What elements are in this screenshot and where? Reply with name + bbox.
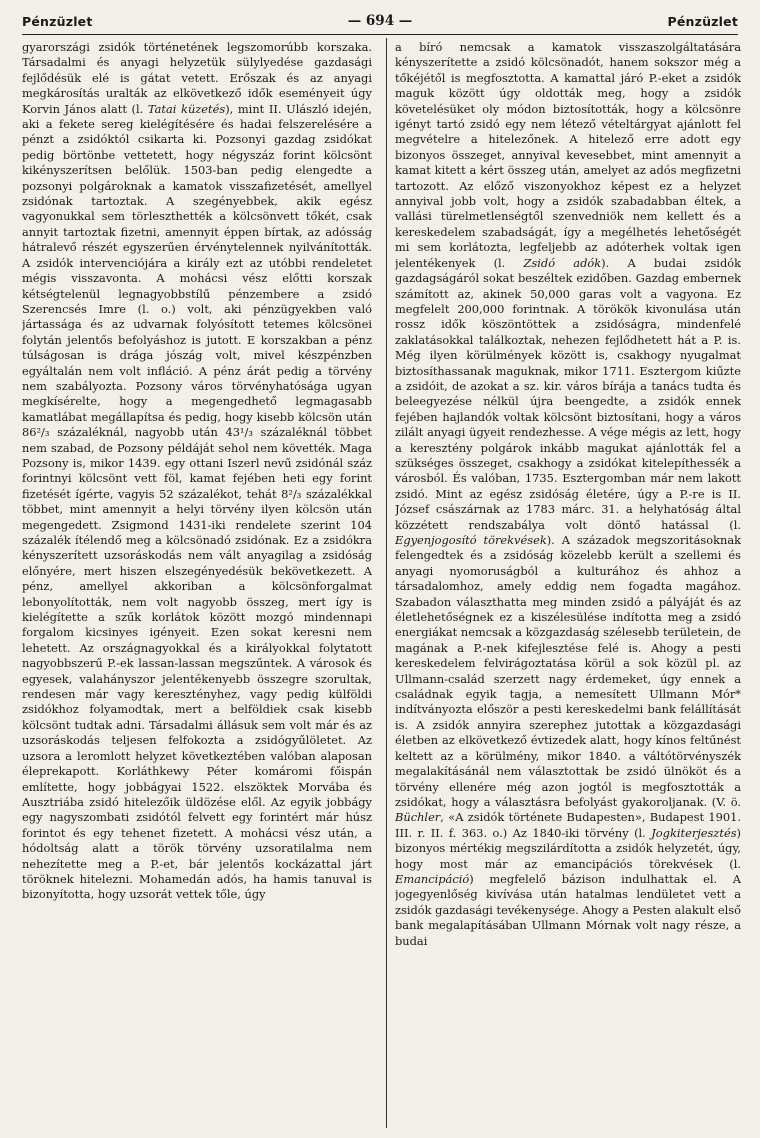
right-text-3: ). A századok megszoritásoknak felengedtek és a zsidóság közelebb került a szellemi és anyagi nyomoruságból a kulturához és ahhoz a társadalomhoz, amely eddig nem fogadta magához. Szabadon választhatta meg minden zsidó a pályáját és az életlehetőségnek ez a kiszélesülése indította meg a zsidó energiákat nemcsak a közgazdaság szélesebb területein, de magának a P.-nek kifejlesztése felé is. Ahogy a pesti kereskedelem felvirágoztatása körül a sok közül pl. az Ullmann-család szerzett nagy érdemeket, úgy ennek a családnak egyik tagja, a nemesített Ullmann Mór* indítványozta először a pesti kereskedelmi bank felállítását is. A zsidók annyira szerephez jutottak a közgazdasági életben az elkövetkező évtizedek alatt, hogy kínos feltűnést keltett az a körülmény, mikor 1840. a váltótörvényszék megalakításánál nem választottak be zsidó ülnököt és a törvény ellenére még azon jogtól is megfosztották a zsidókat, hogy a választásra befolyást gyakoroljanak. (V. ö. xyxy=(395,533,741,809)
right-text-1: a bíró nemcsak a kamatok visszaszolgáltatására kényszerítette a zsidó kölcsönadót, hanem sokszor még a tőkéjétől is megfosztotta. A kamattal járó P.-eket a zsidók maguk között úgy oldották meg, hogy a zsidók követelésüket oly módon biztosították, hogy a kölcsönre igényt tartó zsidó egy nem létező vételtárgyat ajánlott fel megvételre a hitelezőnek. A hitelező erre adott egy bizonyos összeget, annyival kevesebbet, mint amennyit a kamat kitett a kért összeg után, amelyet az adós megfizetni tartozott. Az előző viszonyokhoz képest ez a helyzet annyival jobb volt, hogy a zsidók szabadabban éltek, a vallási türelmetlenségtől szenvedniök nem kellett és a kereskedelem szabadságát, így a megélhetés lehetőségét mi sem korlátozta, legfeljebb az adóterhek voltak igen jelentékenyek (l. xyxy=(395,40,741,270)
header-left-keyword: Pénzüzlet xyxy=(22,13,93,29)
header-rule xyxy=(22,34,738,35)
left-text-1: gyarországi zsidók történetének legszomorúbb korszaka. Társadalmi és anyagi helyzetük sülylyedése gazdasági fejlődésük elé is gátat vetett. Erőszak és az anyagi megkárosítás uralták az elkövetkező idők eseményeit úgy Korvin János alatt (l. xyxy=(22,40,372,116)
author-reference: Büchler xyxy=(395,810,441,825)
right-paragraph xyxy=(395,40,741,949)
right-column xyxy=(395,40,741,1130)
header-right-keyword: Pénzüzlet xyxy=(667,13,738,29)
cross-reference-link[interactable]: Emancipáció xyxy=(395,871,470,886)
right-text-6: ) megfelelő bázison indulhattak el. A jogegyenlőség kivívása után hatalmas lendületet vett a zsidók gazdasági tevékenysége. Ahogy a Pesten alakult első bank megalapításában Ullmann Mórnak volt nagy része, a budai xyxy=(395,871,741,948)
right-text-5: ) bizonyos mértékig megszilárdította a zsidók helyzetét, úgy, hogy most már az emancipációs törekvések (l. xyxy=(395,825,741,871)
page-number: — 694 — xyxy=(347,13,413,29)
left-text-2: ), mint II. Ulászló idején, aki a fekete sereg kielégítésére és hadai felszerelésére a pénzt a zsidóktól csikarta ki. Pozsonyi gazdag zsidókat pedig börtönbe vettetett, hogy négyszáz forint kölcsönt kikényszerítsen belőlük. 1503-ban pedig elengedte a pozsonyi polgároknak a kamatok visszafizetését, amellyel zsidónak tartoztak. A szegényebbek, akik egész vagyonukkal sem törleszthették a kölcsönvett tőkét, csak annyit tartoztak fizetni, amennyit éppen bírtak, az adósság hátralevő részét egyszerűen érvénytelennek nyilvánították. A zsidók intervenciójára a király ezt az utóbbi rendeletet mégis visszavonta. A mohácsi vész előtti korszak kétségtelenül legnagyobbstílű pénzembere a zsidó Szerencsés Imre (l. o.) volt, aki pénzügyekben való jártassága és az udvarnak folyósított tetemes kölcsönei folytán jelentős befolyáshoz is jutott. E korszakban a pénz túlságosan is drága jószág volt, mivel készpénzben egyáltalán nem volt infláció. A pénz árát pedig a törvény nem szabályozta. Pozsony város törvényhatósága ugyan megkísérelte, hogy a megengedhető legmagasabb kamatlábat megállapítsa és pedig, hogy kisebb kölcsön után 86²/₃ százaléknál, nagyobb után 43¹/₃ százaléknál többet nem szabad, de Pozsony példáját sehol nem követték. Maga Pozsony is, mikor 1439. egy ottani Iszerl nevű zsidónál száz forintnyi kölcsönt vett föl, kamat fejében heti egy forint fizetését ígérte, vagyis 52 százalékot, tehát 8²/₃ százalékkal többet, mint amennyit a helyi törvény ilyen kölcsön után megengedett. Zsigmond 1431-iki rendelete szerint 104 százalék ítélendő meg a kölcsönadó zsidónak. Ez a zsidókra kényszerített uzsoráskodás nem vált anyagilag a zsidóság előnyére, mert hiszen elszegényedésük bekövetkezett. A pénz, amellyel akkoriban a kölcsönforgalmat lebonyolították, nem volt nagyobb összeg, mert így is kielégítette a szűk korlátok között mozgó mindennapi forgalom kicsinyes igényeit. Ezen sokat keresni nem lehetett. Az országnagyokkal és a királyokkal folytatott nagyobbszerű P.-ek lassan-lassan megszűntek. A városok és egyesek, valahányszor jelentékenyebb összegre szorultak, rendesen már vagy keresztényhez, vagy pedig külföldi zsidókhoz folyamodtak, mert a belföldiek csak kisebb kölcsönt tudtak adni. Társadalmi állásuk sem volt már és az uzsoráskodás teljesen felfokozta a zsidógyűlöletet. Az uzsora a leromlott helyzet következtében valóban alaposan éleprekapott. Korláthkewy Péter komáromi főispán említette, hogy jobbágyai 1522. elszöktek Morvába és Ausztriába zsidó hitelezőik üldözése elől. Az egyik jobbágy egy nagyszombati zsidótól felvett egy forintért már húsz forintot és egy tehenet fizetett. A mohácsi vész után, a hódoltság alatt a török törvény uzsoratilalma nem nehezítette meg a P.-et, bár jelentős kockázattal járt töröknek hitelezni. Mohamedán adós, ha hamis tanuval is bizonyította, hogy uzsorát vettek tőle, úgy xyxy=(22,101,372,902)
right-text-4: , «A zsidók története Budapesten», Budapest 1901. III. r. II. f. 363. o.) Az 1840-iki törvény (l. xyxy=(395,810,741,840)
cross-reference-link[interactable]: Egyenjogosító törekvések xyxy=(395,533,547,547)
right-text-2: ). A budai zsidók gazdagságáról sokat beszéltek ezidőben. Gazdag embernek számított az, akinek 50,000 garas volt a vagyona. Ez megfelelt 200,000 forintnak. A törökök kivonulása után rossz idők köszöntöttek a zsidóságra, mindenfelé zaklatásokkal találkoztak, nehezen fejlődhetett hát a P. is. Még ilyen körülmények között is, csakhogy nyugalmat biztosíthassanak maguknak, mikor 1711. Esztergom kiűzte a zsidóit, de azokat a sz. kir. város bírája a tanács tudta és beleegyezése nélkül újra beengedte, a zsidók ennek fejében hajlandók voltak kölcsönt biztosítani, hogy a város zilált anyagi ügyeit rendezhesse. A vége mégis az lett, hogy a keresztény polgárok inkább magukat ajánlották fel a szükséges összeget, csakhogy a zsidókat kitelepíthessék a városból. És valóban, 1735. Esztergomban már nem lakott zsidó. Mint az egész zsidóság életére, úgy a P.-re is II. József császárnak az 1783 márc. 31. a helyhatóság által közzétett rendszabálya volt döntő hatással (l. xyxy=(395,255,741,532)
page-header xyxy=(22,10,738,32)
cross-reference-link[interactable]: Jogkiterjesztés xyxy=(651,825,737,840)
cross-reference-link[interactable]: Zsidó adók xyxy=(523,255,602,270)
left-paragraph xyxy=(22,40,372,903)
column-divider xyxy=(386,38,387,1128)
cross-reference-link[interactable]: Tatai küzetés xyxy=(147,101,226,116)
left-column xyxy=(22,40,372,1130)
